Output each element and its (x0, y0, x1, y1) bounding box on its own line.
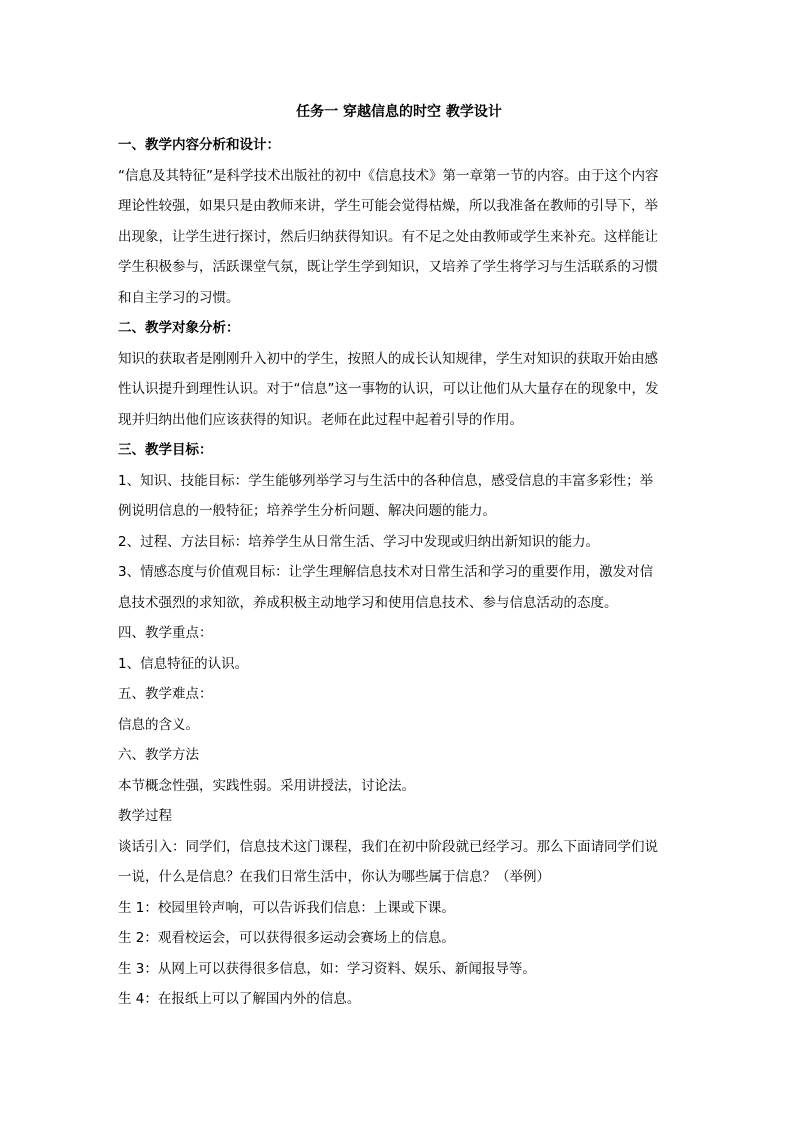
paragraph-line: 息技术强烈的求知欲，养成积极主动地学习和使用信息技术、参与信息活动的态度。 (118, 594, 618, 611)
section-heading-objectives: 三、教学目标： (118, 442, 213, 458)
paragraph-line: 2、过程、方法目标：培养学生从日常生活、学习中发现或归纳出新知识的能力。 (118, 533, 600, 550)
student-answer-line: 生 1：校园里铃声响，可以告诉我们信息：上课或下课。 (118, 899, 455, 916)
paragraph-line: 和自主学习的习惯。 (118, 289, 240, 306)
paragraph-line: 理论性较强，如果只是由教师来讲，学生可能会觉得枯燥，所以我准备在教师的引导下，举 (118, 198, 658, 214)
section-heading-methods: 六、教学方法 (118, 747, 199, 763)
paragraph-line: 1、知识、技能目标：学生能够列举学习与生活中的各种信息，感受信息的丰富多彩性；举 (118, 472, 654, 489)
paragraph-line: 谈话引入：同学们，信息技术这门课程，我们在初中阶段就已经学习。那么下面请同学们说 (118, 838, 658, 855)
document-title: 任务一 穿越信息的时空 教学设计 (296, 104, 502, 120)
student-answer-line: 生 3：从网上可以获得很多信息，如：学习资料、娱乐、新闻报导等。 (118, 960, 536, 977)
paragraph-line: 信息的含义。 (118, 716, 199, 733)
student-answer-line: 生 4：在报纸上可以了解国内外的信息。 (118, 991, 361, 1007)
paragraph-line: 1、信息特征的认识。 (118, 655, 249, 672)
section-heading-difficulties: 五、教学难点： (118, 686, 213, 702)
section-heading-process: 教学过程 (118, 808, 172, 824)
paragraph-line: 本节概念性强，实践性弱。采用讲授法，讨论法。 (118, 777, 415, 794)
student-answer-line: 生 2：观看校运会，可以获得很多运动会赛场上的信息。 (118, 930, 455, 946)
paragraph-line: 知识的获取者是刚刚升入初中的学生，按照人的成长认知规律，学生对知识的获取开始由感 (118, 350, 658, 367)
section-heading-content-analysis: 一、教学内容分析和设计： (118, 137, 280, 153)
paragraph-line: 现并归纳出他们应该获得的知识。老师在此过程中起着引导的作用。 (118, 411, 523, 428)
document-body (118, 130, 680, 1015)
paragraph-line: 学生积极参与，活跃课堂气氛，既让学生学到知识，又培养了学生将学习与生活联系的习惯 (118, 259, 658, 275)
paragraph-line: 3、情感态度与价值观目标：让学生理解信息技术对日常生活和学习的重要作用，激发对信 (118, 564, 654, 580)
paragraph-line: 性认识提升到理性认识。对于“信息”这一事物的认识，可以让他们从大量存在的现象中，发 (118, 381, 659, 397)
document-page (118, 100, 680, 1015)
paragraph-line: 出现象，让学生进行探讨，然后归纳获得知识。有不足之处由教师或学生来补充。这样能让 (118, 228, 658, 245)
paragraph-line: 例说明信息的一般特征；培养学生分析问题、解决问题的能力。 (118, 503, 496, 519)
paragraph-line: 一说，什么是信息？在我们日常生活中，你认为哪些属于信息？（举例） (118, 869, 550, 885)
section-heading-audience-analysis: 二、教学对象分析： (118, 320, 240, 336)
section-heading-key-points: 四、教学重点： (118, 625, 213, 641)
paragraph-line: “信息及其特征”是科学技术出版社的初中《信息技术》第一章第一节的内容。由于这个内容 (118, 167, 659, 184)
